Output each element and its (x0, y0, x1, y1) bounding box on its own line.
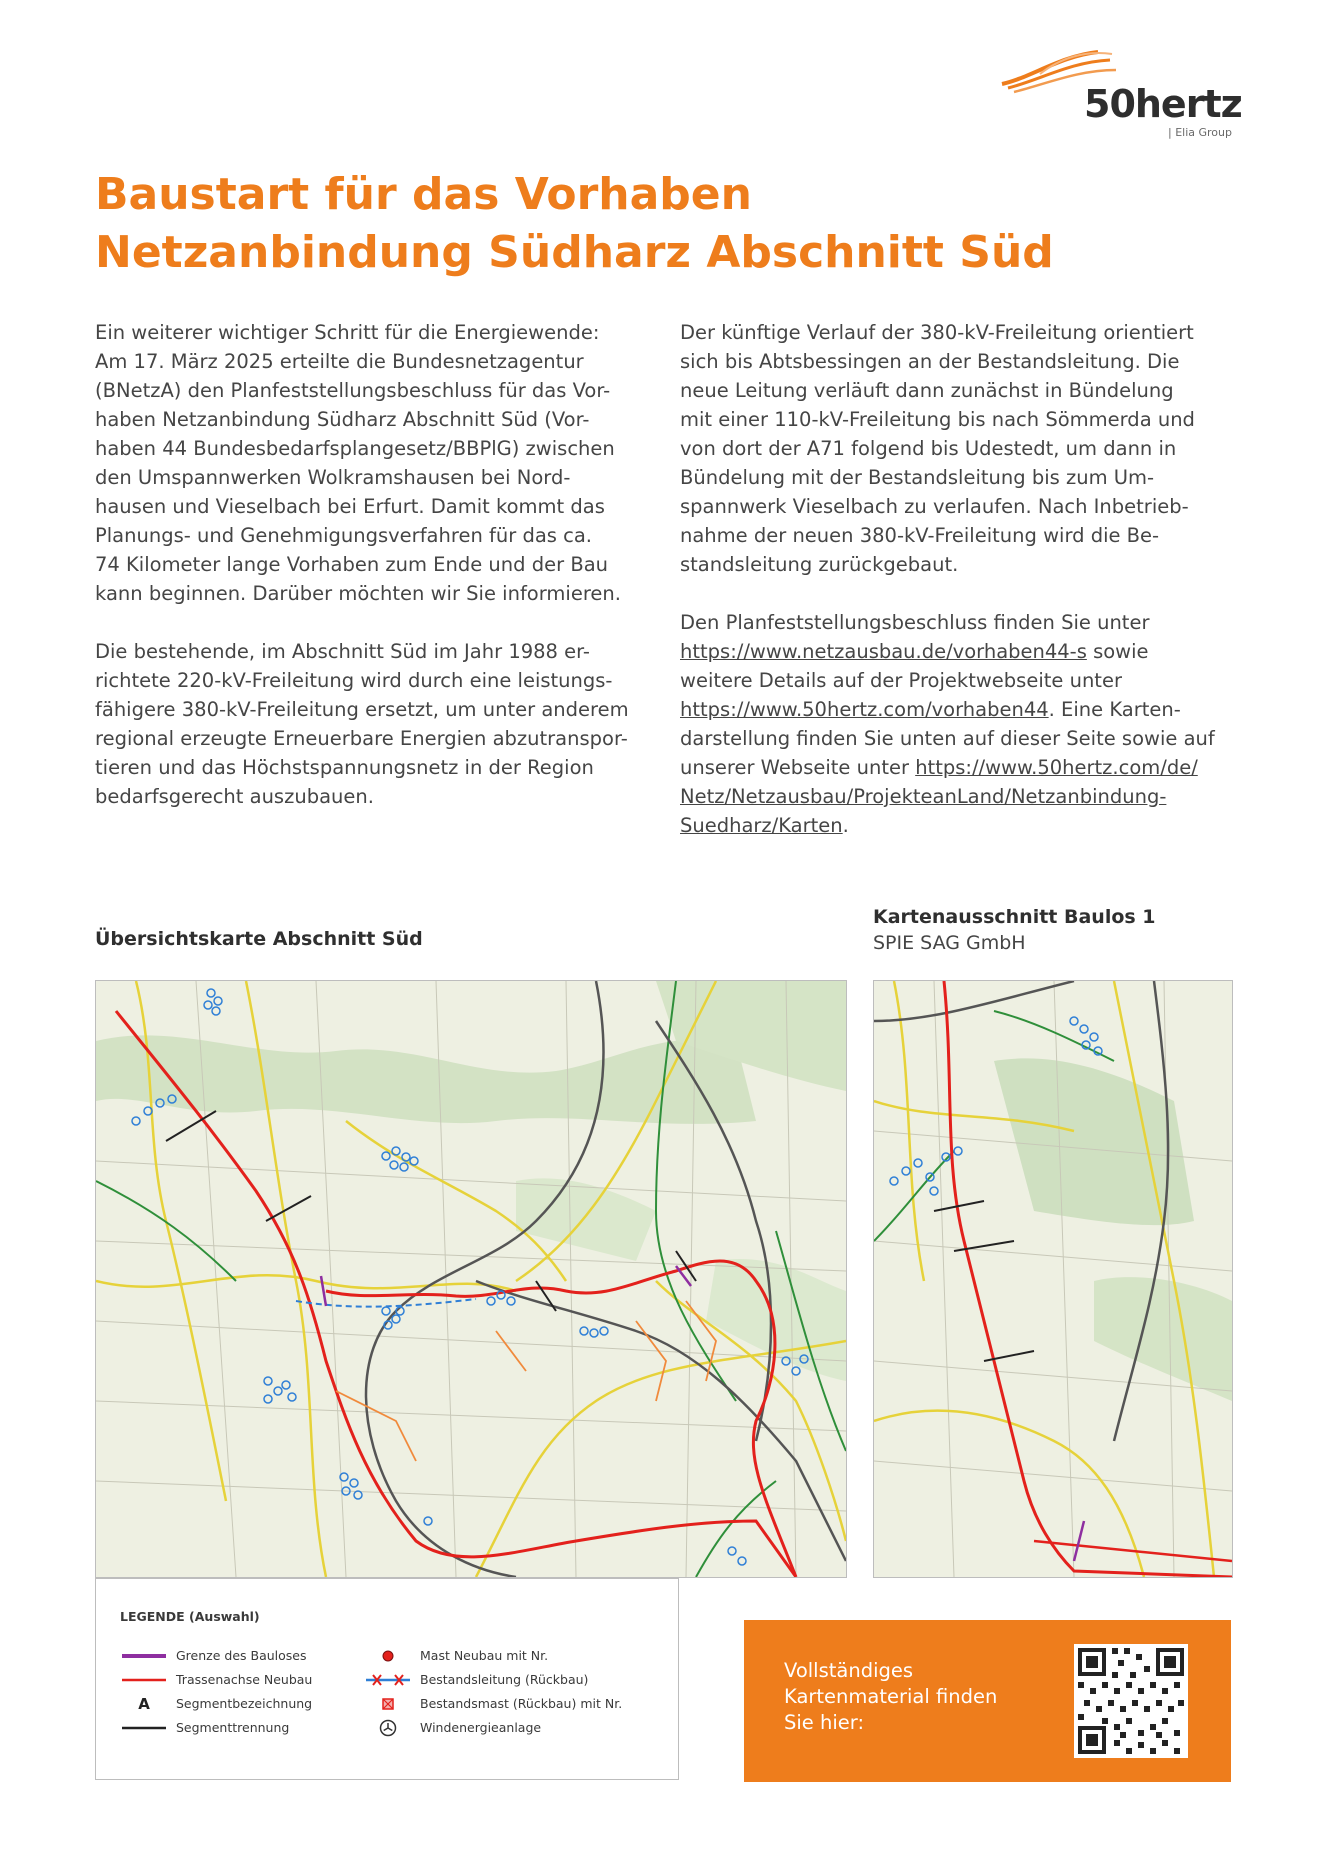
text-line: sich bis Abtsbessingen an der Bestandsleitung. Die (680, 350, 1180, 373)
text-line: regional erzeugte Erneuerbare Energien abzutranspor- (95, 727, 628, 750)
text-column-left (95, 318, 670, 840)
overview-map (95, 980, 847, 1578)
link-map-page-part-3[interactable]: Suedharz/Karten (680, 814, 843, 837)
crossed-square-icon (364, 1695, 412, 1713)
title-line-2: Netzanbindung Südharz Abschnitt Süd (95, 227, 1054, 278)
map-legend (95, 1578, 679, 1780)
callout-line: Vollständiges (784, 1659, 914, 1682)
link-netzausbau[interactable]: https://www.netzausbau.de/vorhaben44-s (680, 640, 1087, 663)
text-fragment: . Eine Karten- (1048, 698, 1181, 721)
text-fragment: sowie (1086, 640, 1149, 663)
overview-map-caption: Übersichtskarte Abschnitt Süd (95, 928, 423, 950)
text-line: den Umspannwerken Wolkramshausen bei Nord- (95, 466, 571, 489)
detail-map (873, 980, 1233, 1578)
text-line: bedarfsgerecht auszubauen. (95, 785, 374, 808)
overview-map-image (96, 981, 846, 1577)
brand-logo (1000, 44, 1240, 144)
text-line: spannwerk Vieselbach zu verlaufen. Nach Inbetrieb- (680, 495, 1189, 518)
wind-turbine-icon (364, 1719, 412, 1737)
purple-line-icon (120, 1647, 168, 1665)
blue-cross-line-icon (364, 1671, 412, 1689)
text-line: mit einer 110-kV-Freileitung bis nach Sömmerda und (680, 408, 1195, 431)
text-line: neue Leitung verläuft dann zunächst in Bündelung (680, 379, 1174, 402)
brand-group: | Elia Group (1168, 126, 1232, 139)
callout-line: Kartenmaterial finden (784, 1685, 998, 1708)
text-line (680, 811, 1255, 840)
text-line: hausen und Vieselbach bei Erfurt. Damit kommt das (95, 495, 605, 518)
text-line: fähigere 380-kV-Freileitung ersetzt, um unter anderem (95, 698, 629, 721)
callout-line: Sie hier: (784, 1711, 865, 1734)
text-line: kann beginnen. Darüber möchten wir Sie informieren. (95, 582, 621, 605)
legend-title: LEGENDE (Auswahl) (120, 1609, 260, 1624)
text-line (680, 637, 1255, 666)
text-line: Der künftige Verlauf der 380-kV-Freileitung orientiert (680, 321, 1194, 344)
detail-map-caption: Kartenausschnitt Baulos 1 (873, 906, 1156, 928)
text-fragment: . (842, 814, 849, 837)
black-line-icon (120, 1719, 168, 1737)
text-line: standsleitung zurückgebaut. (680, 553, 959, 576)
paragraph-route (680, 318, 1255, 579)
legend-label: Segmenttrennung (176, 1720, 290, 1735)
legend-label: Windenergieanlage (420, 1720, 542, 1735)
text-line: (BNetzA) den Planfeststellungsbeschluss für das Vor- (95, 379, 611, 402)
text-fragment: unserer Webseite unter (680, 756, 916, 779)
legend-label: Segmentbezeichnung (176, 1696, 313, 1711)
text-line: nahme der neuen 380-kV-Freileitung wird die Be- (680, 524, 1160, 547)
text-line: Die bestehende, im Abschnitt Süd im Jahr 1988 er- (95, 640, 590, 663)
link-map-page-part-1[interactable]: https://www.50hertz.com/de/ (915, 756, 1198, 779)
text-line: haben Netzanbindung Südharz Abschnitt Süd (Vor- (95, 408, 590, 431)
qr-code-graphic (1074, 1644, 1188, 1758)
text-line (680, 753, 1255, 782)
text-line: von dort der A71 folgend bis Udestedt, um dann in (680, 437, 1177, 460)
text-line: tieren und das Höchstspannungsnetz in der Region (95, 756, 594, 779)
legend-label: Grenze des Bauloses (176, 1648, 307, 1663)
text-line: Ein weiterer wichtiger Schritt für die Energiewende: (95, 321, 600, 344)
link-project-website[interactable]: https://www.50hertz.com/vorhaben44 (680, 698, 1049, 721)
text-line: weitere Details auf der Projektwebseite unter (680, 669, 1122, 692)
text-line (680, 695, 1255, 724)
detail-map-image (874, 981, 1232, 1577)
red-dot-icon (364, 1647, 412, 1665)
text-line: haben 44 Bundesbedarfsplangesetz/BBPlG) zwischen (95, 437, 615, 460)
page-title (95, 166, 1215, 282)
paragraph-links (680, 608, 1255, 840)
detail-map-contractor: SPIE SAG GmbH (873, 932, 1026, 954)
red-line-icon (120, 1671, 168, 1689)
legend-label: Mast Neubau mit Nr. (420, 1648, 549, 1663)
text-line: richtete 220-kV-Freileitung wird durch eine leistungs- (95, 669, 613, 692)
text-column-right (680, 318, 1255, 869)
text-line (680, 782, 1255, 811)
legend-label: Bestandsmast (Rückbau) mit Nr. (420, 1696, 623, 1711)
legend-label: Trassenachse Neubau (176, 1672, 313, 1687)
link-map-page-part-2[interactable]: Netz/Netzausbau/ProjekteanLand/Netzanbindung- (680, 785, 1167, 808)
legend-label: Bestandsleitung (Rückbau) (420, 1672, 589, 1687)
callout-text (784, 1658, 1044, 1736)
brand-name: 50hertz (1084, 82, 1242, 126)
title-line-1: Baustart für das Vorhaben (95, 169, 752, 220)
text-line: Planungs- und Genehmigungsverfahren für das ca. (95, 524, 593, 547)
text-line: Am 17. März 2025 erteilte die Bundesnetzagentur (95, 350, 584, 373)
qr-code-icon[interactable] (1074, 1644, 1188, 1758)
text-line: Den Planfeststellungsbeschluss finden Sie unter (680, 611, 1150, 634)
paragraph-existing-line (95, 637, 670, 811)
text-line: 74 Kilometer lange Vorhaben zum Ende und der Bau (95, 553, 608, 576)
map-material-callout[interactable] (744, 1620, 1231, 1782)
text-line: darstellung finden Sie unten auf dieser Seite sowie auf (680, 727, 1215, 750)
segment-letter-icon: A (138, 1695, 150, 1713)
text-line: Bündelung mit der Bestandsleitung bis zum Um- (680, 466, 1155, 489)
paragraph-intro (95, 318, 670, 608)
